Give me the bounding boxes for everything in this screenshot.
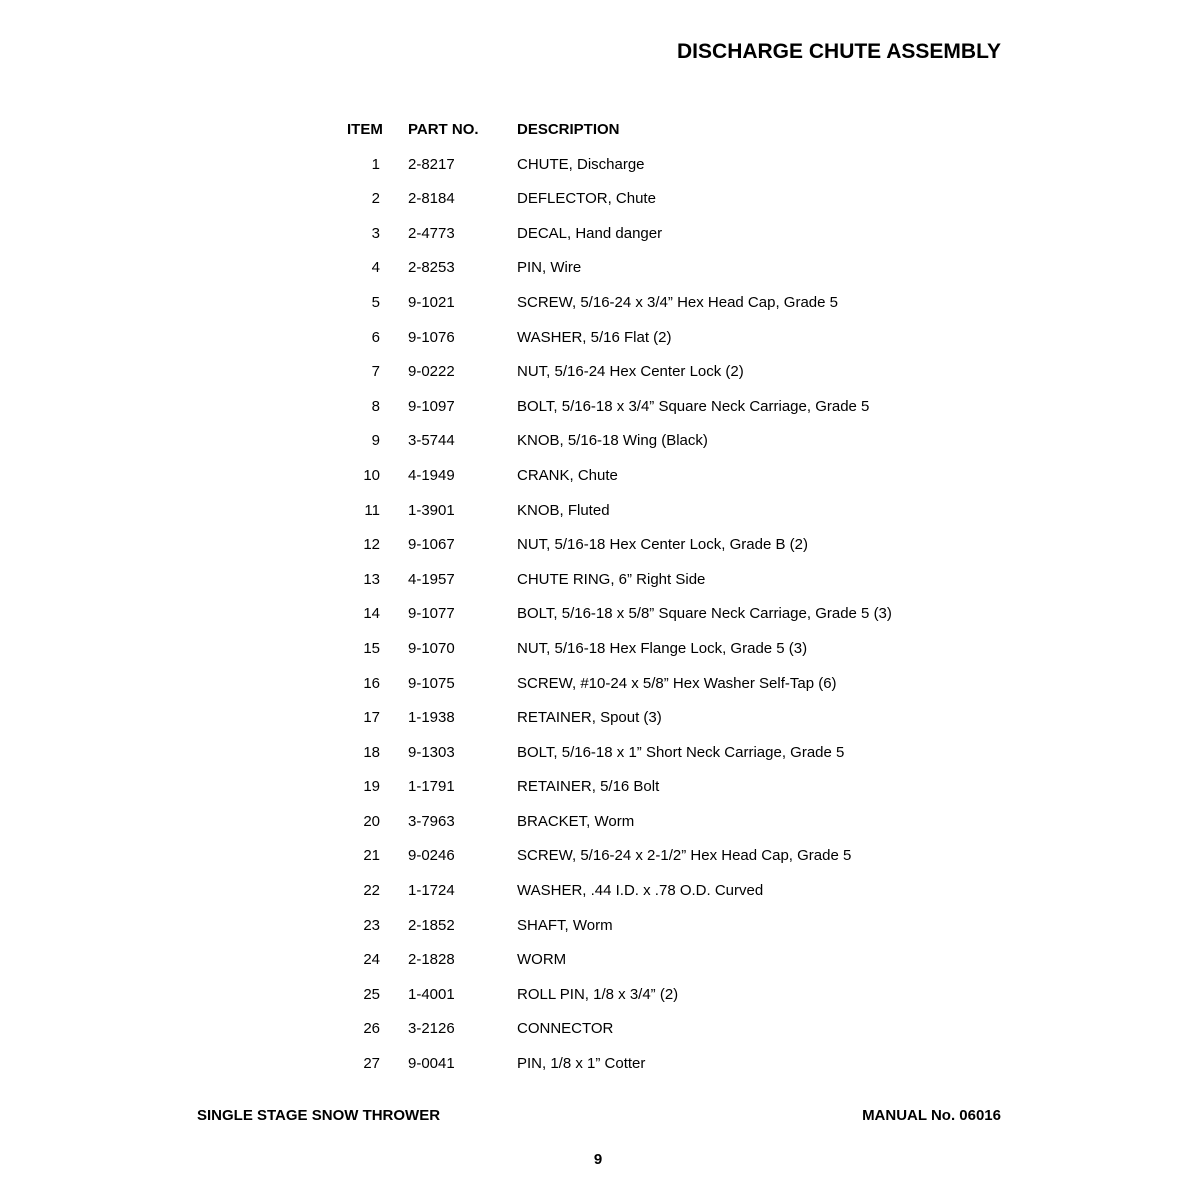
item-number: 16 (363, 674, 380, 692)
part-number: 2-8253 (408, 259, 455, 277)
part-description: DEFLECTOR, Chute (517, 190, 656, 208)
table-row (330, 286, 1030, 321)
part-number: 2-8184 (408, 190, 455, 208)
part-description: BOLT, 5/16-18 x 1” Short Neck Carriage, Grade 5 (517, 743, 845, 761)
item-number: 25 (363, 985, 380, 1003)
table-header-row (330, 113, 1030, 148)
table-row (330, 736, 1030, 771)
part-description: BRACKET, Worm (517, 812, 635, 830)
table-row (330, 597, 1030, 632)
item-number: 23 (363, 916, 380, 934)
table-row (330, 805, 1030, 840)
part-number: 4-1949 (408, 466, 455, 484)
part-number: 9-1021 (408, 293, 455, 311)
part-description: WASHER, .44 I.D. x .78 O.D. Curved (517, 882, 764, 900)
item-number: 19 (363, 778, 380, 796)
item-number: 12 (363, 536, 380, 554)
table-body (330, 148, 1030, 1082)
item-number: 20 (363, 812, 380, 830)
part-number: 9-1075 (408, 674, 455, 692)
item-number: 22 (363, 882, 380, 900)
table-row (330, 1012, 1030, 1047)
table-row (330, 563, 1030, 598)
part-number: 9-1077 (408, 605, 455, 623)
item-number: 6 (371, 328, 380, 346)
table-row (330, 321, 1030, 356)
item-number: 15 (363, 639, 380, 657)
table-row (330, 528, 1030, 563)
part-description: RETAINER, Spout (3) (517, 709, 662, 727)
item-number: 10 (363, 466, 380, 484)
part-description: SCREW, 5/16-24 x 2-1/2” Hex Head Cap, Grade 5 (517, 847, 852, 865)
part-description: BOLT, 5/16-18 x 5/8” Square Neck Carriage, Grade 5 (3) (517, 605, 892, 623)
part-description: SCREW, 5/16-24 x 3/4” Hex Head Cap, Grade 5 (517, 293, 838, 311)
part-description: BOLT, 5/16-18 x 3/4” Square Neck Carriage, Grade 5 (517, 397, 870, 415)
part-description: ROLL PIN, 1/8 x 3/4” (2) (517, 985, 679, 1003)
part-number: 9-1076 (408, 328, 455, 346)
part-number: 9-1303 (408, 743, 455, 761)
part-description: CRANK, Chute (517, 466, 618, 484)
table-row (330, 943, 1030, 978)
item-number: 8 (371, 397, 380, 415)
table-row (330, 217, 1030, 252)
table-row (330, 1047, 1030, 1082)
part-description: CHUTE, Discharge (517, 155, 645, 173)
part-description: PIN, 1/8 x 1” Cotter (517, 1055, 646, 1073)
table-row (330, 839, 1030, 874)
part-description: RETAINER, 5/16 Bolt (517, 778, 660, 796)
part-number: 9-0041 (408, 1055, 455, 1073)
parts-table (330, 113, 1030, 1082)
page-number: 9 (593, 1151, 603, 1168)
item-number: 1 (371, 155, 380, 173)
part-number: 9-0246 (408, 847, 455, 865)
column-header-description: DESCRIPTION (517, 121, 620, 138)
table-row (330, 148, 1030, 183)
table-row (330, 632, 1030, 667)
item-number: 3 (371, 224, 380, 242)
part-description: NUT, 5/16-18 Hex Flange Lock, Grade 5 (3) (517, 639, 808, 657)
table-row (330, 667, 1030, 702)
table-row (330, 459, 1030, 494)
item-number: 5 (371, 293, 380, 311)
item-number: 26 (363, 1020, 380, 1038)
column-header-part-no: PART NO. (408, 121, 479, 138)
part-description: CONNECTOR (517, 1020, 614, 1038)
page-title: DISCHARGE CHUTE ASSEMBLY (677, 40, 1001, 63)
item-number: 11 (364, 501, 380, 519)
part-number: 9-1070 (408, 639, 455, 657)
part-description: KNOB, 5/16-18 Wing (Black) (517, 432, 708, 450)
part-number: 9-1067 (408, 536, 455, 554)
part-number: 1-1724 (408, 882, 455, 900)
part-number: 3-7963 (408, 812, 455, 830)
table-row (330, 909, 1030, 944)
part-description: PIN, Wire (517, 259, 582, 277)
part-description: WASHER, 5/16 Flat (2) (517, 328, 672, 346)
part-number: 2-4773 (408, 224, 455, 242)
item-number: 27 (363, 1055, 380, 1073)
part-description: CHUTE RING, 6” Right Side (517, 570, 706, 588)
part-description: DECAL, Hand danger (517, 224, 663, 242)
item-number: 7 (371, 363, 380, 381)
part-number: 1-1791 (408, 778, 455, 796)
item-number: 18 (363, 743, 380, 761)
item-number: 17 (363, 709, 380, 727)
part-description: KNOB, Fluted (517, 501, 610, 519)
table-row (330, 424, 1030, 459)
table-row (330, 978, 1030, 1013)
table-row (330, 390, 1030, 425)
part-number: 9-0222 (408, 363, 455, 381)
table-row (330, 701, 1030, 736)
part-description: NUT, 5/16-24 Hex Center Lock (2) (517, 363, 744, 381)
part-number: 4-1957 (408, 570, 455, 588)
table-row (330, 770, 1030, 805)
part-number: 2-1828 (408, 951, 455, 969)
part-description: SCREW, #10-24 x 5/8” Hex Washer Self-Tap (6) (517, 674, 837, 692)
item-number: 24 (363, 951, 380, 969)
item-number: 4 (371, 259, 380, 277)
item-number: 21 (363, 847, 380, 865)
item-number: 9 (371, 432, 380, 450)
table-row (330, 251, 1030, 286)
column-header-item: ITEM (347, 121, 383, 138)
part-description: WORM (517, 951, 567, 969)
part-number: 9-1097 (408, 397, 455, 415)
footer-manual-number: MANUAL No. 06016 (862, 1107, 1001, 1124)
part-description: SHAFT, Worm (517, 916, 613, 934)
table-row (330, 494, 1030, 529)
item-number: 2 (371, 190, 380, 208)
part-number: 2-1852 (408, 916, 455, 934)
table-row (330, 874, 1030, 909)
part-number: 3-2126 (408, 1020, 455, 1038)
part-number: 1-1938 (408, 709, 455, 727)
item-number: 14 (363, 605, 380, 623)
table-row (330, 182, 1030, 217)
table-row (330, 355, 1030, 390)
part-number: 3-5744 (408, 432, 455, 450)
part-number: 1-4001 (408, 985, 455, 1003)
part-number: 1-3901 (408, 501, 455, 519)
part-number: 2-8217 (408, 155, 455, 173)
part-description: NUT, 5/16-18 Hex Center Lock, Grade B (2) (517, 536, 808, 554)
footer-product-name: SINGLE STAGE SNOW THROWER (197, 1107, 441, 1124)
item-number: 13 (363, 570, 380, 588)
